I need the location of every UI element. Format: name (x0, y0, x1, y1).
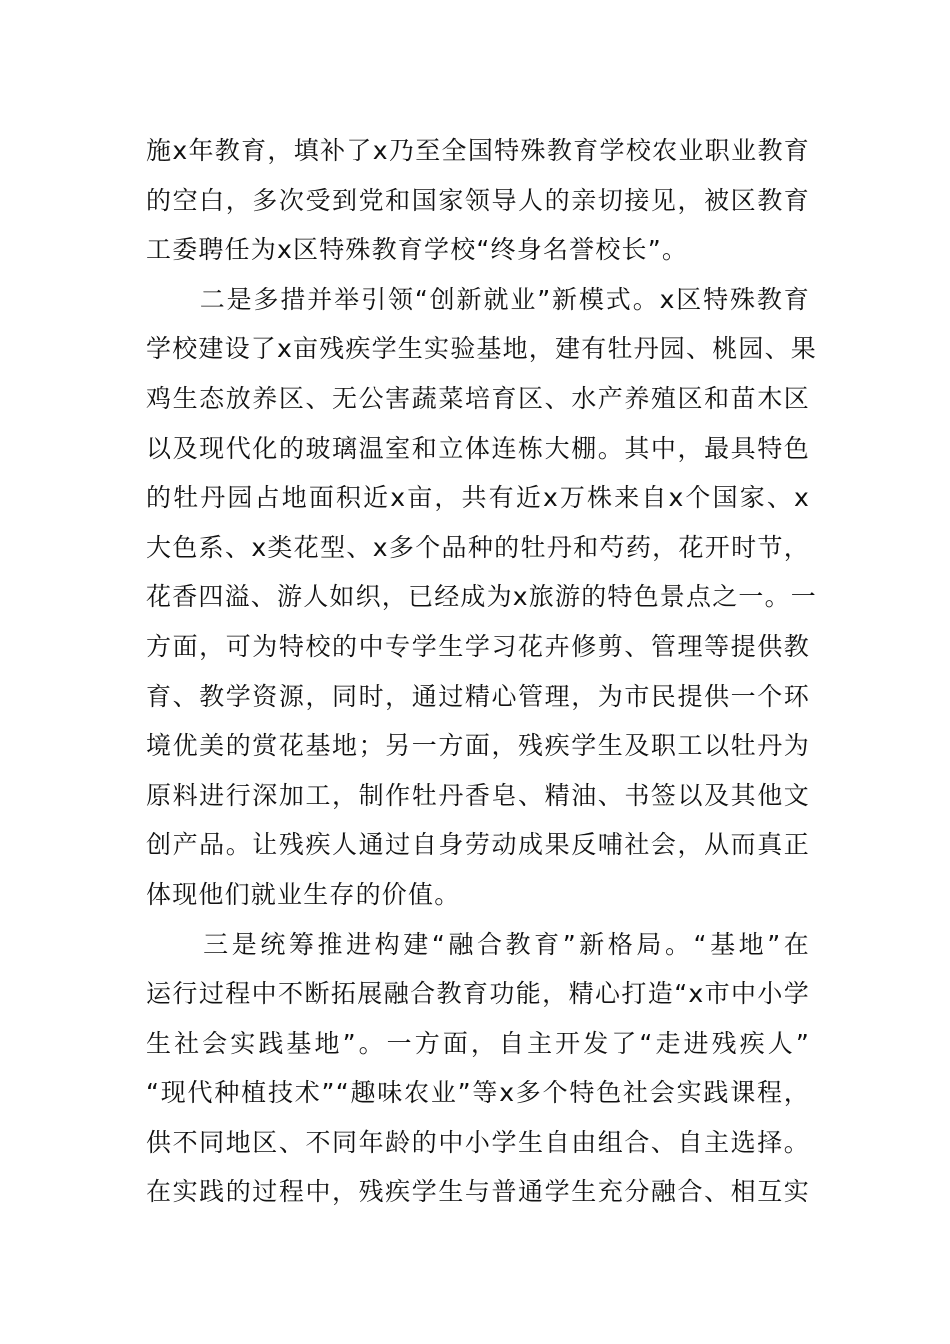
text-line: 创产品。让残疾人通过自身劳动成果反哺社会，从而真正 (146, 830, 810, 860)
text-line: “现代种植技术”“趣味农业”等x多个特色社会实践课程， (146, 1078, 810, 1108)
text-line: 鸡生态放养区、无公害蔬菜培育区、水产养殖区和苗木区 (146, 383, 810, 413)
text-line: 育、教学资源，同时，通过精心管理，为市民提供一个环 (146, 681, 810, 711)
text-line: 学校建设了x亩残疾学生实验基地，建有牡丹园、桃园、果 (146, 334, 817, 364)
text-line: 以及现代化的玻璃温室和立体连栋大棚。其中，最具特色 (146, 433, 810, 463)
text-line: 境优美的赏花基地；另一方面，残疾学生及职工以牡丹为 (146, 731, 810, 761)
text-line: 的牡丹园占地面积近x亩，共有近x万株来自x个国家、x (146, 483, 810, 513)
text-line: 三是统筹推进构建“融合教育”新格局。“基地”在 (146, 929, 810, 959)
text-line: 方面，可为特校的中专学生学习花卉修剪、管理等提供教 (146, 631, 810, 661)
text-line: 生社会实践基地”。一方面，自主开发了“走进残疾人” (146, 1028, 810, 1058)
body-text (146, 126, 817, 1217)
text-line: 的空白，多次受到党和国家领导人的亲切接见，被区教育 (146, 185, 810, 215)
text-line: 运行过程中不断拓展融合教育功能，精心打造“x市中小学 (146, 979, 810, 1009)
text-line: 二是多措并举引领“创新就业”新模式。x区特殊教育 (146, 284, 810, 314)
text-line: 工委聘任为x区特殊教育学校“终身名誉校长”。 (146, 235, 689, 265)
text-line: 大色系、x类花型、x多个品种的牡丹和芍药，花开时节， (146, 532, 810, 562)
text-line: 体现他们就业生存的价值。 (146, 879, 461, 909)
text-line: 原料进行深加工，制作牡丹香皂、精油、书签以及其他文 (146, 780, 810, 810)
text-line: 花香四溢、游人如织，已经成为x旅游的特色景点之一。一 (146, 582, 817, 612)
text-line: 供不同地区、不同年龄的中小学生自由组合、自主选择。 (146, 1127, 810, 1157)
text-line: 施x年教育，填补了x乃至全国特殊教育学校农业职业教育 (146, 136, 810, 165)
text-line: 在实践的过程中，残疾学生与普通学生充分融合、相互实 (146, 1177, 810, 1207)
